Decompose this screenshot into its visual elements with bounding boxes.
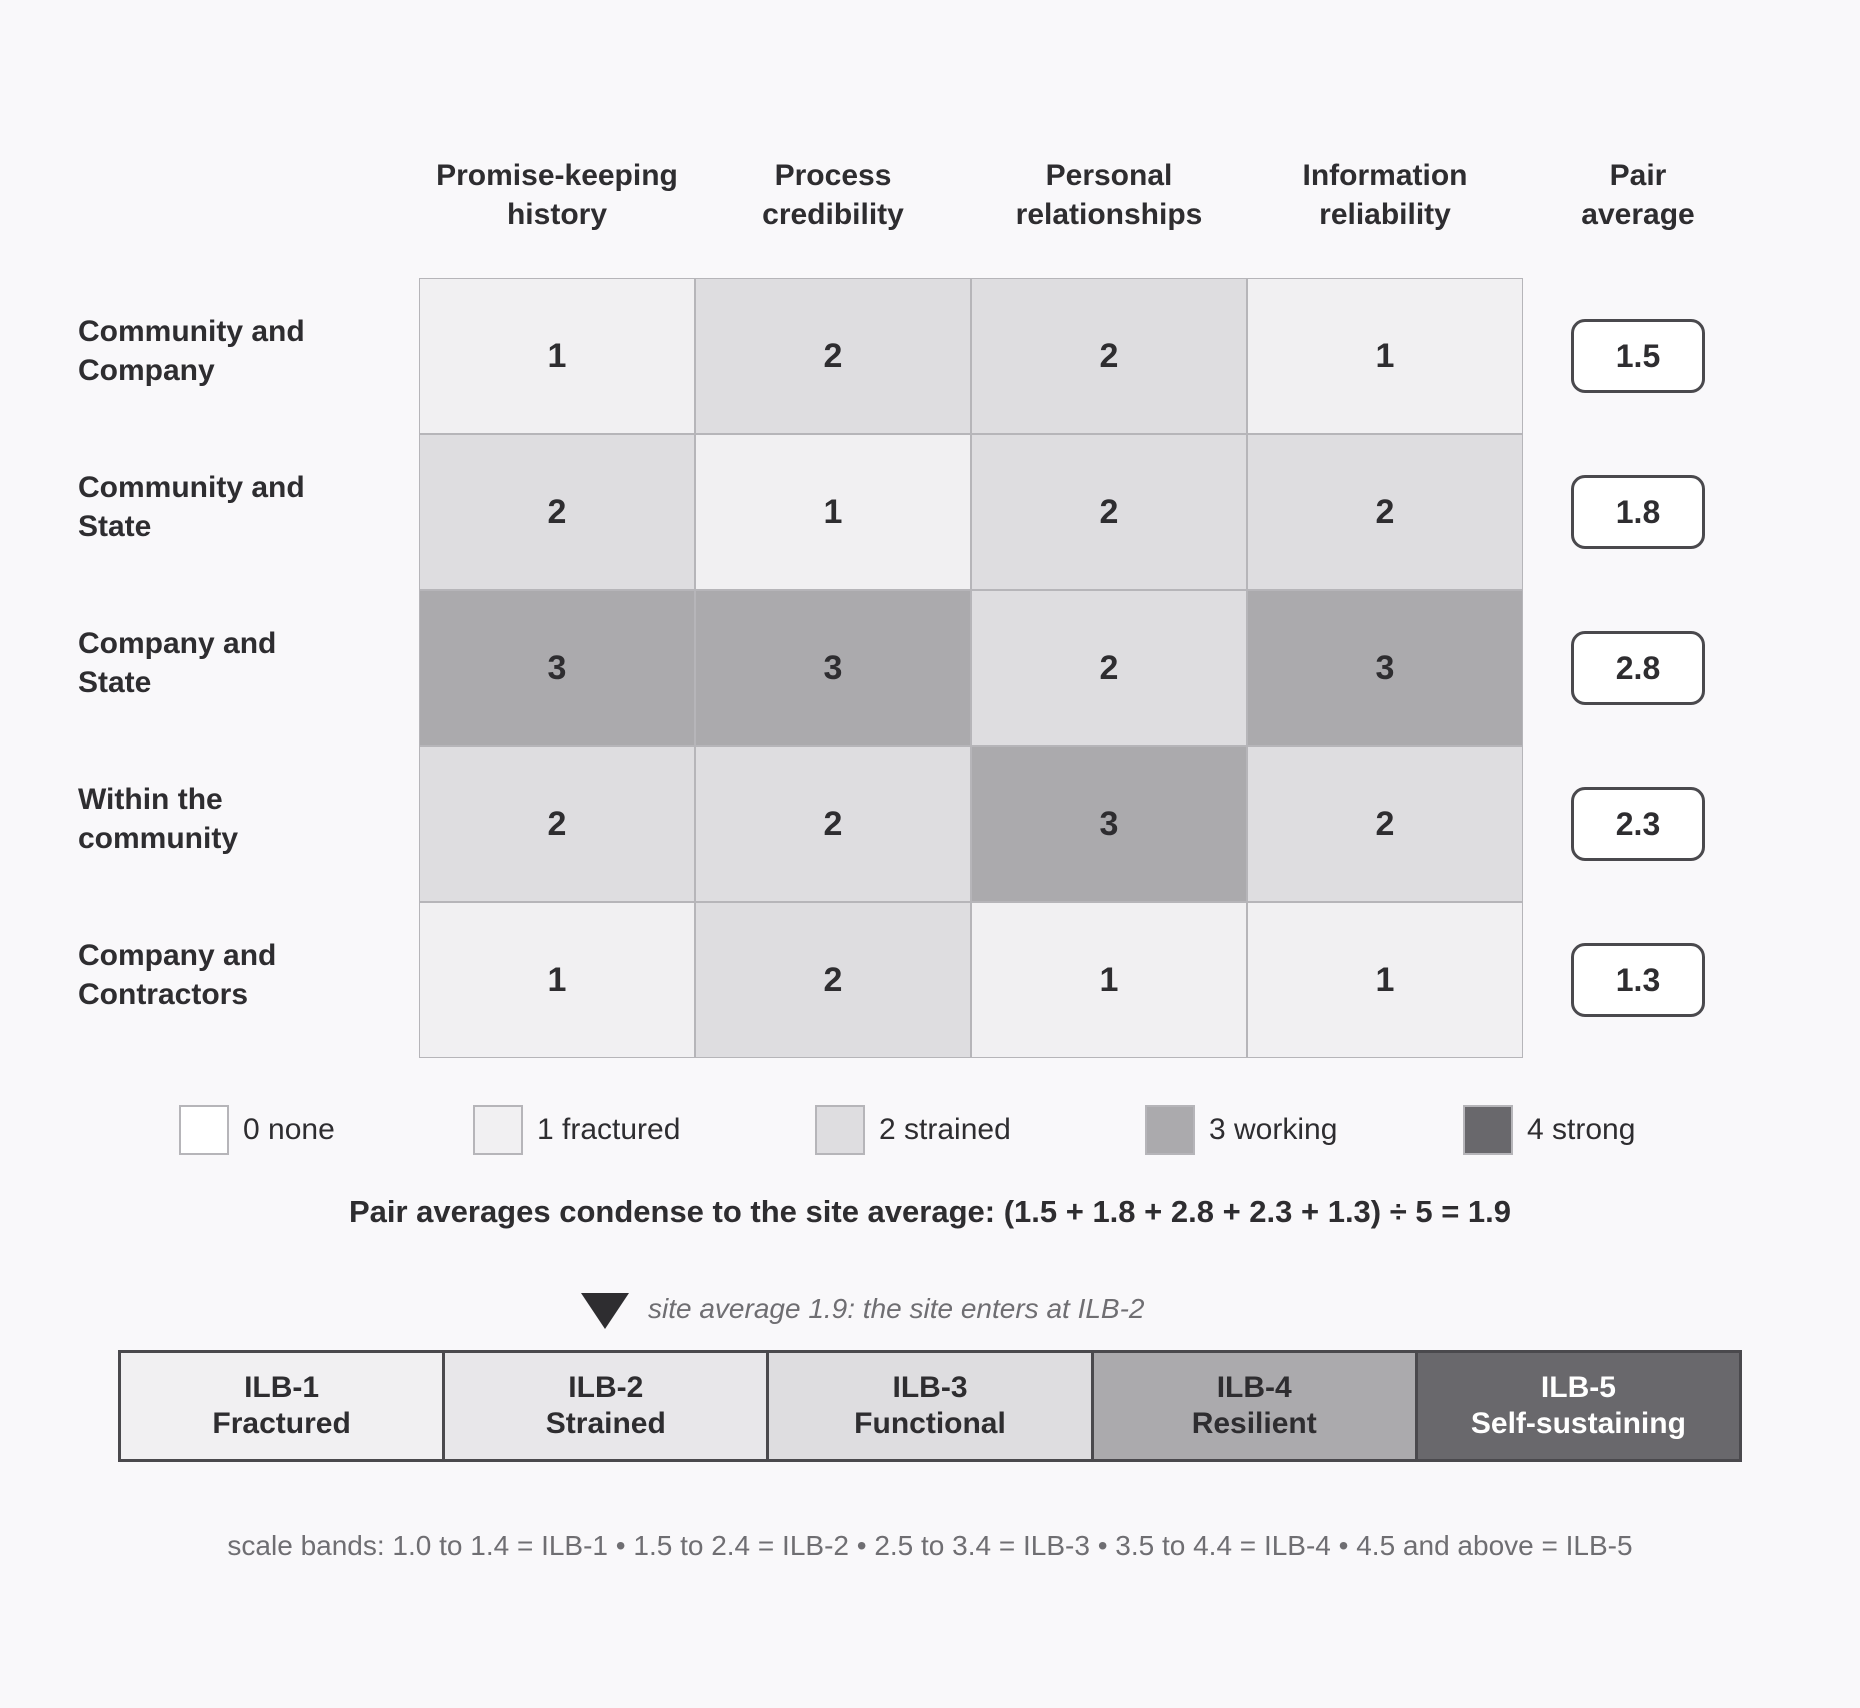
column-header-personal-relationships: Personal relationships [1015, 159, 1203, 231]
row-label-community-company: Community and Company [78, 315, 305, 387]
site-average-marker-icon [581, 1293, 629, 1329]
pair-average-badge: 1.8 [1571, 475, 1705, 549]
ilb-band-code: ILB-5 [1540, 1371, 1616, 1404]
ilb-band-code: ILB-3 [892, 1371, 968, 1404]
legend-label: 3 working [1209, 1113, 1338, 1146]
ilb-band-name: Resilient [1191, 1407, 1317, 1440]
score-grid [419, 278, 1523, 1058]
legend-swatch [1463, 1105, 1513, 1155]
column-header-promise-keeping: Promise-keeping history [436, 159, 678, 231]
ilb-band-1 [121, 1353, 445, 1459]
score-cell: 2 [695, 746, 971, 902]
score-cell: 2 [971, 278, 1247, 434]
ilb-scale-bar [118, 1350, 1742, 1462]
ilb-band-2 [445, 1353, 769, 1459]
legend-item-fractured [473, 1105, 680, 1155]
ilb-band-code: ILB-2 [568, 1371, 644, 1404]
ilb-band-name: Strained [545, 1407, 666, 1440]
row-label-company-contractors: Company and Contractors [78, 939, 277, 1011]
legend-swatch [179, 1105, 229, 1155]
score-cell: 1 [1247, 902, 1523, 1058]
site-average-formula: Pair averages condense to the site average: (1.5 + 1.8 + 2.8 + 2.3 + 1.3) ÷ 5 = 1.9 [348, 1194, 1512, 1229]
legend-label: 2 strained [879, 1113, 1011, 1146]
score-cell: 2 [419, 746, 695, 902]
column-header-information-reliability: Information reliability [1302, 159, 1468, 231]
score-cell: 2 [971, 434, 1247, 590]
legend-item-working [1145, 1105, 1337, 1155]
legend-item-strong [1463, 1105, 1635, 1155]
legend-swatch [473, 1105, 523, 1155]
row-label-company-state: Company and State [78, 627, 277, 699]
legend-swatch [1145, 1105, 1195, 1155]
row-label-community-state: Community and State [78, 471, 305, 543]
score-cell: 2 [695, 902, 971, 1058]
score-cell: 2 [695, 278, 971, 434]
score-cell: 2 [971, 590, 1247, 746]
pair-average-badge: 1.5 [1571, 319, 1705, 393]
ilb-band-code: ILB-1 [244, 1371, 320, 1404]
pair-average-badge: 2.8 [1571, 631, 1705, 705]
legend-item-none [179, 1105, 335, 1155]
score-cell: 1 [971, 902, 1247, 1058]
legend-item-strained [815, 1105, 1011, 1155]
legend-label: 1 fractured [537, 1113, 681, 1146]
ilb-band-name: Fractured [212, 1407, 351, 1440]
score-cell: 2 [419, 434, 695, 590]
score-cell: 1 [419, 902, 695, 1058]
score-cell: 1 [695, 434, 971, 590]
legend-label: 4 strong [1527, 1113, 1636, 1146]
site-average-caption: site average 1.9: the site enters at ILB-2 [648, 1293, 1145, 1324]
legend-label: 0 none [243, 1113, 335, 1146]
score-cell: 3 [419, 590, 695, 746]
pair-average-badge: 2.3 [1571, 787, 1705, 861]
ilb-band-name: Self-sustaining [1470, 1407, 1686, 1440]
pair-average-badge: 1.3 [1571, 943, 1705, 1017]
ilb-band-name: Functional [854, 1407, 1006, 1440]
column-header-process-credibility: Process credibility [762, 159, 904, 231]
ilb-band-4 [1094, 1353, 1418, 1459]
row-label-within-community: Within the community [78, 783, 239, 855]
ilb-band-code: ILB-4 [1216, 1371, 1292, 1404]
score-cell: 3 [1247, 590, 1523, 746]
ilb-band-5 [1418, 1353, 1739, 1459]
scale-bands-footnote: scale bands: 1.0 to 1.4 = ILB-1 • 1.5 to 2.4 = ILB-2 • 2.5 to 3.4 = ILB-3 • 3.5 to 4.4 = ILB-4 • 4.5 and above = ILB-5 [227, 1530, 1633, 1561]
ilb-band-3 [769, 1353, 1093, 1459]
column-header-pair-average: Pair average [1581, 159, 1695, 231]
legend-swatch [815, 1105, 865, 1155]
score-cell: 1 [1247, 278, 1523, 434]
score-cell: 3 [971, 746, 1247, 902]
score-cell: 2 [1247, 746, 1523, 902]
score-cell: 3 [695, 590, 971, 746]
score-cell: 2 [1247, 434, 1523, 590]
score-cell: 1 [419, 278, 695, 434]
